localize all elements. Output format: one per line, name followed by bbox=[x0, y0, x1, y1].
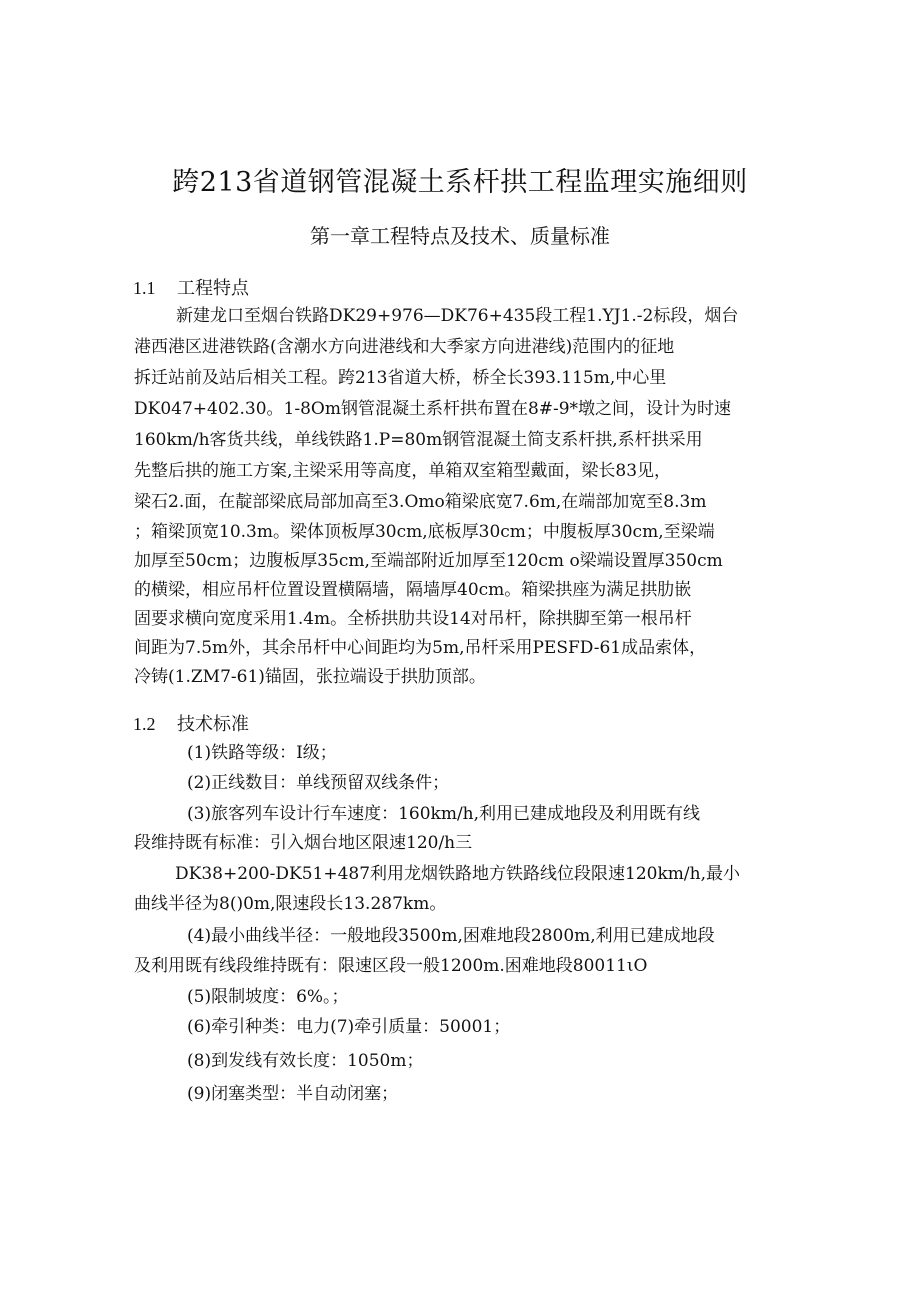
section-number: 1.2 bbox=[133, 714, 156, 734]
section-title: 技术标准 bbox=[177, 714, 249, 735]
standard-item-3-cont: DK38+200-DK51+487利用龙烟铁路地方铁路线位段限速120km∕h,最小 bbox=[175, 864, 741, 884]
standard-item-6-7: (6)牵引种类：电力(7)牵引质量：50001； bbox=[187, 1017, 511, 1037]
paragraph-line: 港西港区进港铁路(含潮水方向进港线和大季家方向进港线)范围内的征地 bbox=[134, 337, 675, 357]
paragraph-line: 间距为7.5m外，其余吊杆中心间距均为5m,吊杆采用PESFD-61成品索体， bbox=[134, 638, 707, 658]
standard-item-8: (8)到发线有效长度：1050m； bbox=[187, 1051, 424, 1071]
paragraph-line: 梁石2.面，在靛部梁底局部加高至3.Omo箱梁底宽7.6m,在端部加宽至8.3m bbox=[134, 492, 707, 512]
section-1-1-heading bbox=[133, 274, 249, 300]
standard-item-3-cont: 段维持既有标准：引入烟台地区限速120∕h三 bbox=[134, 833, 473, 853]
standard-item-3-cont: 曲线半径为8()0m,限速段长13.287km。 bbox=[134, 894, 447, 914]
paragraph-line: 拆迁站前及站后相关工程。跨213省道大桥，桥全长393.115m,中心里 bbox=[134, 368, 667, 388]
chapter-heading: 第一章工程特点及技术、质量标准 bbox=[310, 224, 610, 248]
document-title: 跨213省道钢管混凝土系杆拱工程监理实施细则 bbox=[172, 167, 748, 198]
paragraph-line: 先整后拱的施工方案,主梁采用等高度，单箱双室箱型戴面，梁长83见， bbox=[134, 461, 672, 481]
paragraph-line: 160km∕h客货共线，单线铁路1.P=80m钢管混凝土简支系杆拱,系杆拱采用 bbox=[134, 430, 703, 450]
standard-item-2: (2)正线数目：单线预留双线条件； bbox=[187, 773, 450, 793]
section-title: 工程特点 bbox=[177, 278, 249, 299]
paragraph-line: ；箱梁顶宽10.3m。梁体顶板厚30cm,底板厚30cm；中腹板厚30cm,至梁端 bbox=[134, 522, 715, 542]
standard-item-5: (5)限制坡度：6%。； bbox=[187, 987, 349, 1007]
paragraph-line: 冷铸(1.ZM7-61)锚固，张拉端设于拱肋顶部。 bbox=[134, 667, 486, 687]
standard-item-4: (4)最小曲线半径：一般地段3500m,困难地段2800m,利用已建成地段 bbox=[187, 926, 715, 946]
paragraph-line: 固要求横向宽度采用1.4m。全桥拱肋共设14对吊杆，除拱脚至第一根吊杆 bbox=[134, 609, 692, 629]
standard-item-3: (3)旅客列车设计行车速度：160km∕h,利用已建成地段及利用既有线 bbox=[187, 804, 701, 824]
section-number: 1.1 bbox=[133, 278, 156, 298]
standard-item-4-cont: 及利用既有线段维持既有：限速区段一般1200m.困难地段80011ιO bbox=[134, 956, 648, 976]
paragraph-line: 加厚至50cm；边腹板厚35cm,至端部附近加厚至120cm o梁端设置厚350cm bbox=[134, 551, 723, 571]
paragraph-line: 新建龙口至烟台铁路DK29+976—DK76+435段工程1.YJ1.-2标段，烟台 bbox=[176, 306, 739, 326]
section-1-2-heading bbox=[133, 710, 249, 736]
standard-item-9: (9)闭塞类型：半自动闭塞； bbox=[187, 1084, 399, 1104]
standard-item-1: (1)铁路等级：I级； bbox=[187, 743, 337, 763]
paragraph-line: 的横梁，相应吊杆位置设置横隔墙，隔墙厚40cm。箱梁拱座为满足拱肋嵌 bbox=[134, 580, 692, 600]
paragraph-line: DK047+402.30。1-8Om钢管混凝土系杆拱布置在8#-9*墩之间，设计为时速 bbox=[134, 399, 732, 419]
